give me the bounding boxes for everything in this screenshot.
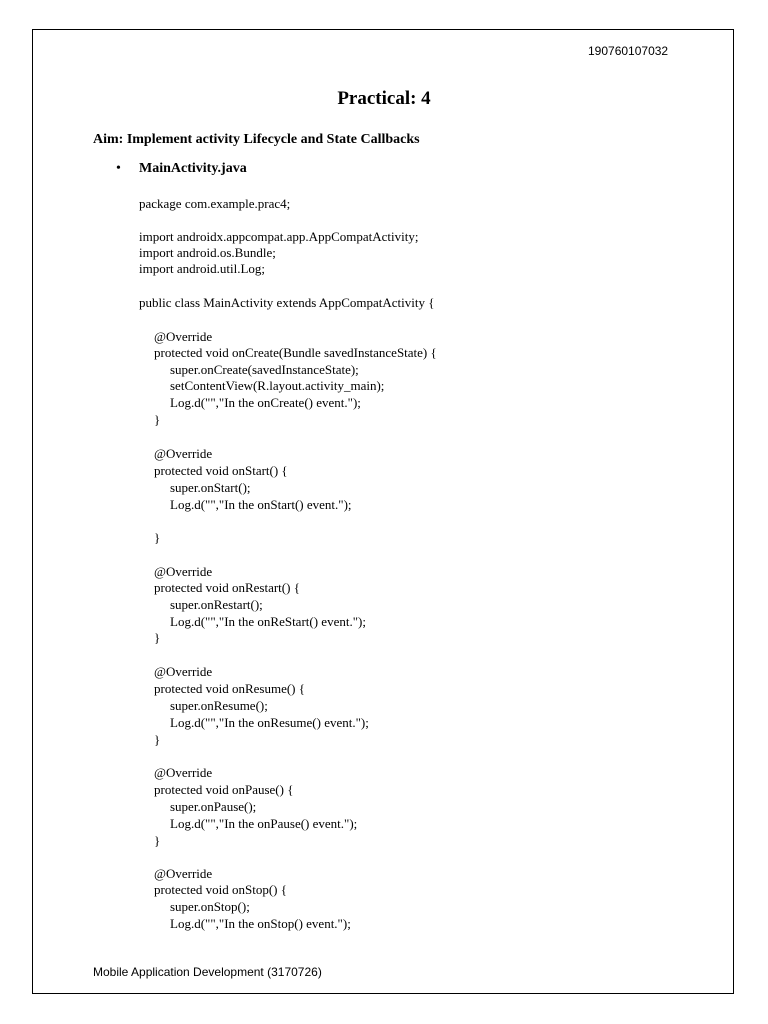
code-line: setContentView(R.layout.activity_main); [170, 378, 385, 393]
code-line: } [154, 412, 161, 427]
enrollment-number: 190760107032 [588, 44, 669, 58]
code-line: protected void onResume() { [154, 681, 306, 696]
aim-heading: Aim: Implement activity Lifecycle and State Callbacks [93, 132, 420, 147]
code-line: @Override [154, 664, 213, 679]
code-line: protected void onStop() { [154, 882, 287, 897]
code-line: Log.d("","In the onReStart() event."); [170, 614, 366, 629]
code-line: } [154, 833, 161, 848]
code-line: package com.example.prac4; [139, 196, 291, 211]
code-line: super.onStart(); [170, 480, 251, 495]
code-line: } [154, 630, 161, 645]
code-line: Log.d("","In the onCreate() event."); [170, 395, 361, 410]
code-line: @Override [154, 866, 213, 881]
code-line: import androidx.appcompat.app.AppCompatActivity; [139, 229, 419, 244]
code-line: @Override [154, 765, 213, 780]
page-border [32, 29, 734, 994]
code-line: super.onStop(); [170, 899, 250, 914]
code-line: } [154, 530, 161, 545]
file-name: MainActivity.java [139, 161, 247, 176]
code-line: } [154, 732, 161, 747]
code-line: @Override [154, 446, 213, 461]
code-line: protected void onPause() { [154, 782, 294, 797]
code-line: Log.d("","In the onStart() event."); [170, 497, 352, 512]
code-line: Log.d("","In the onStop() event."); [170, 916, 351, 931]
code-line: super.onRestart(); [170, 597, 263, 612]
code-line: protected void onStart() { [154, 463, 288, 478]
code-line: import android.os.Bundle; [139, 245, 276, 260]
code-line: Log.d("","In the onPause() event."); [170, 816, 358, 831]
code-line: import android.util.Log; [139, 261, 266, 276]
code-line: @Override [154, 564, 213, 579]
code-line: super.onPause(); [170, 799, 257, 814]
footer-course: Mobile Application Development (3170726) [93, 965, 322, 979]
bullet-icon: • [116, 161, 121, 176]
code-line: super.onCreate(savedInstanceState); [170, 362, 359, 377]
page-title: Practical: 4 [337, 88, 431, 109]
code-line: protected void onCreate(Bundle savedInstanceState) { [154, 345, 437, 360]
code-line: super.onResume(); [170, 698, 268, 713]
code-line: public class MainActivity extends AppCompatActivity { [139, 295, 435, 310]
code-line: @Override [154, 329, 213, 344]
code-line: Log.d("","In the onResume() event."); [170, 715, 369, 730]
code-line: protected void onRestart() { [154, 580, 300, 595]
